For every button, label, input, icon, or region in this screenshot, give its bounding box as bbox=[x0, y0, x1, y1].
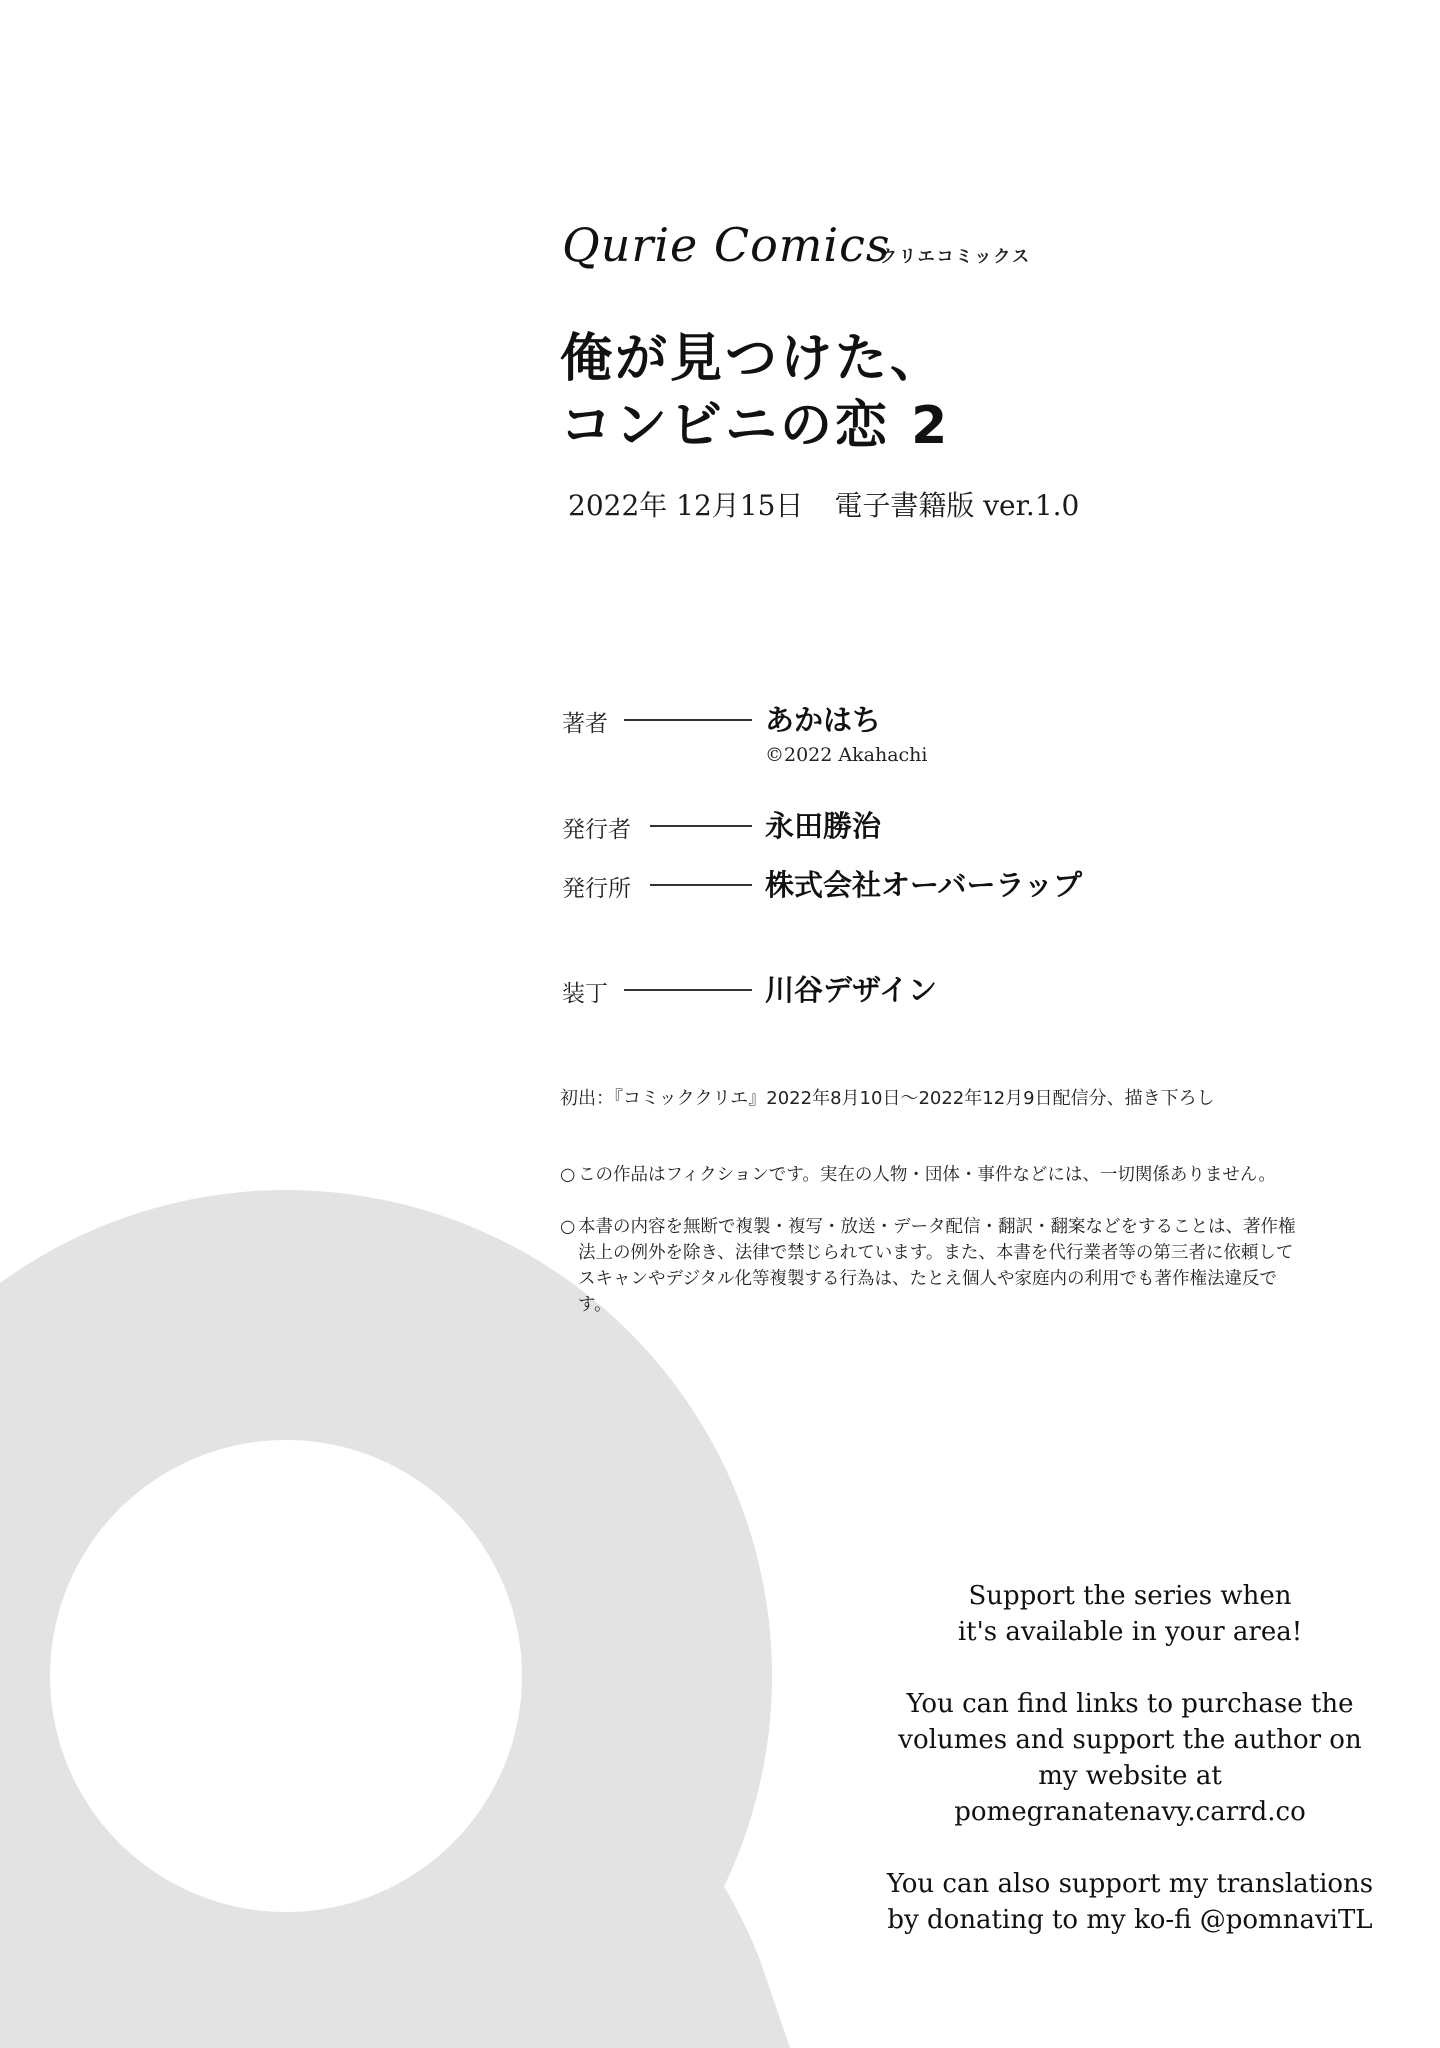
support-paragraph-1 bbox=[850, 1578, 1410, 1650]
binding-label: 装丁 bbox=[562, 981, 608, 1007]
author-dash bbox=[624, 719, 752, 721]
support-paragraph-3 bbox=[850, 1866, 1410, 1938]
fiction-notice bbox=[560, 1162, 1302, 1188]
author-label: 著者 bbox=[562, 711, 608, 737]
translator-support-note bbox=[850, 1578, 1410, 1938]
author-name: あかはち bbox=[765, 703, 882, 737]
publisher-label: 発行所 bbox=[562, 876, 631, 902]
support-line: You can find links to purchase the bbox=[906, 1689, 1354, 1719]
support-line: by donating to my ko-fi @pomnaviTL bbox=[887, 1905, 1373, 1935]
first-publication-note: 初出：『コミッククリエ』2022年8月10日～2022年12月9日配信分、描き下ろし bbox=[560, 1088, 1215, 1109]
issuer-name: 永田勝治 bbox=[765, 809, 882, 843]
support-line: You can also support my translations bbox=[886, 1869, 1374, 1899]
publisher-dash bbox=[650, 884, 752, 886]
publisher-logo: Qurie Comics bbox=[562, 218, 891, 272]
support-paragraph-2 bbox=[850, 1686, 1410, 1830]
issuer-dash bbox=[650, 825, 752, 827]
fiction-notice-text: この作品はフィクションです。実在の人物・団体・事件などには、一切関係ありません。 bbox=[578, 1165, 1276, 1185]
support-line: volumes and support the author on bbox=[898, 1725, 1362, 1755]
book-title-line-1: 俺が見つけた、 bbox=[560, 329, 946, 389]
publisher-name: 株式会社オーバーラップ bbox=[765, 868, 1082, 902]
binding-designer: 川谷デザイン bbox=[765, 973, 937, 1007]
copyright-law-notice bbox=[560, 1214, 1302, 1318]
copyright-law-notice-text: 本書の内容を無断で複製・複写・放送・データ配信・翻訳・翻案などをすることは、著作権法上の例外を除き、法律で禁じられています。また、本書を代行業者等の第三者に依頼してスキャンやデジタル化等複製する行為は、たとえ個人や家庭内の利用でも著作権法違反です。 bbox=[578, 1217, 1296, 1315]
edition-line bbox=[568, 484, 1101, 524]
notice-mark: ○ bbox=[560, 1217, 576, 1237]
binding-dash bbox=[624, 989, 752, 991]
edition-date: 2022年 12月15日 bbox=[568, 489, 804, 522]
support-line: my website at bbox=[1038, 1761, 1222, 1791]
notice-mark: ○ bbox=[560, 1165, 576, 1185]
book-title-line-2: コンビニの恋 2 bbox=[560, 396, 951, 456]
publisher-logo-kana: クリエコミックス bbox=[880, 247, 1032, 267]
support-line: it's available in your area! bbox=[957, 1617, 1303, 1647]
support-line: Support the series when bbox=[968, 1581, 1292, 1611]
website-link: pomegranatenavy.carrd.co bbox=[954, 1797, 1306, 1827]
edition-version: 電子書籍版 ver.1.0 bbox=[834, 489, 1080, 522]
copyright-notice: ©2022 Akahachi bbox=[765, 744, 928, 766]
issuer-label: 発行者 bbox=[562, 817, 631, 843]
